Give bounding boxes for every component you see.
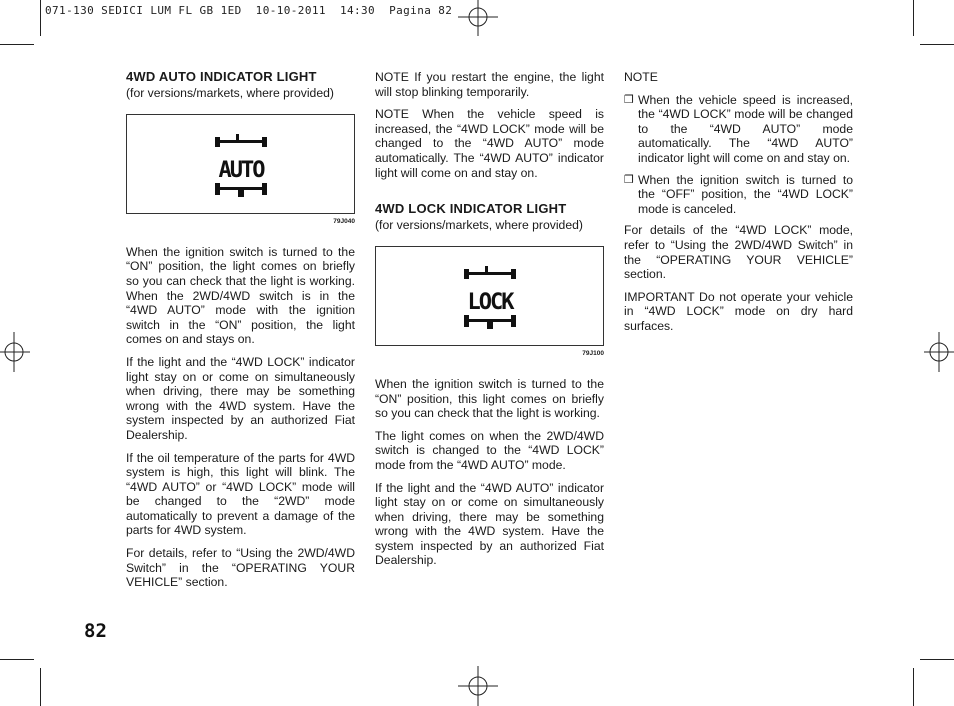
paragraph: If the light and the “4WD AUTO” indicator light stay on or come on simultaneously when driving, there may be something wrong with the 4WD system. Have the system inspected by an authorized Fiat Dealership. xyxy=(375,480,604,568)
registration-mark-bottom xyxy=(458,666,498,706)
page-number: 82 xyxy=(84,620,107,642)
paragraph: For details, refer to “Using the 2WD/4WD Switch” in the “OPERATING YOUR VEHICLE” section. xyxy=(126,546,355,590)
figure-code: 79J100 xyxy=(582,350,604,358)
4wd-auto-indicator-icon xyxy=(213,131,269,197)
paragraph: IMPORTANT Do not operate your vehicle in “4WD LOCK” mode on dry hard surfaces. xyxy=(624,289,853,333)
figure-4wd-lock xyxy=(375,246,604,346)
registration-mark-left xyxy=(0,332,30,372)
section-heading-4wd-auto: 4WD AUTO INDICATOR LIGHT xyxy=(126,69,317,84)
section-heading-4wd-lock: 4WD LOCK INDICATOR LIGHT xyxy=(375,201,567,217)
crop-mark xyxy=(40,668,41,706)
checkbox-bullet-icon: ❒ xyxy=(624,173,634,186)
bullet-item xyxy=(624,173,853,217)
crop-mark xyxy=(913,668,914,706)
icon-label-auto: AUTO xyxy=(218,158,264,184)
bullet-text: When the vehicle speed is increased, the “4WD LOCK” mode will be changed to the “4WD AUTO” mode automatically. The “4WD AUTO” indicator light will come on and stay on. xyxy=(638,92,853,165)
paragraph: The light comes on when the 2WD/4WD switch is changed to the “4WD LOCK” mode from the “4WD AUTO” mode. xyxy=(375,428,604,472)
crop-mark xyxy=(0,659,34,660)
print-slug-header: 071-130 SEDICI LUM FL GB 1ED 10-10-2011 14:30 Pagina 82 xyxy=(45,4,453,17)
bullet-text: When the ignition switch is turned to the “OFF” position, the “4WD LOCK” mode is canceled. xyxy=(638,172,853,216)
figure-4wd-auto xyxy=(126,114,355,214)
bullet-item xyxy=(624,93,853,166)
4wd-lock-indicator-icon xyxy=(462,263,518,329)
column-3 xyxy=(624,70,853,342)
paragraph: When the ignition switch is turned to the “ON” position, the light comes on briefly so you can check that the light is working. When the 2WD/4WD switch is in the “4WD AUTO” mode with the ignition switch in the “ON” position, the light comes on and stays on. xyxy=(126,244,355,347)
crop-mark xyxy=(913,0,914,36)
paragraph: For details of the “4WD LOCK” mode, refer to “Using the 2WD/4WD Switch” in the “OPERATING YOUR VEHICLE” section. xyxy=(624,223,853,282)
crop-mark xyxy=(40,0,41,36)
section-subheading: (for versions/markets, where provided) xyxy=(375,217,583,232)
paragraph: If the light and the “4WD LOCK” indicator light stay on or come on simultaneously when driving, there may be something wrong with the 4WD system. Have the system inspected by an authorized Fiat Dealership. xyxy=(126,354,355,442)
checkbox-bullet-icon: ❒ xyxy=(624,93,634,106)
figure-code: 79J040 xyxy=(333,218,355,226)
crop-mark xyxy=(920,44,954,45)
registration-mark-right xyxy=(924,332,954,372)
crop-mark xyxy=(0,44,34,45)
section-subheading: (for versions/markets, where provided) xyxy=(126,85,334,100)
note-label: NOTE xyxy=(624,70,658,84)
icon-label-lock: LOCK xyxy=(467,290,513,316)
note-paragraph: NOTE If you restart the engine, the light will stop blinking temporarily. xyxy=(375,70,604,99)
column-2 xyxy=(375,70,604,576)
paragraph: If the oil temperature of the parts for 4WD system is high, this light will blink. The “4WD AUTO” or “4WD LOCK” mode will be changed to the “2WD” mode automatically to prevent a damage of the parts for 4WD system. xyxy=(126,450,355,538)
paragraph: When the ignition switch is turned to the “ON” position, this light comes on briefly so you can check that the light is working. xyxy=(375,376,604,421)
column-1 xyxy=(126,70,355,598)
note-paragraph: NOTE When the vehicle speed is increased, the “4WD LOCK” mode will be changed to the “4WD AUTO” mode automatically. The “4WD AUTO” indicator light will come on and stay on. xyxy=(375,107,604,180)
registration-mark-top xyxy=(458,0,498,36)
crop-mark xyxy=(920,659,954,660)
